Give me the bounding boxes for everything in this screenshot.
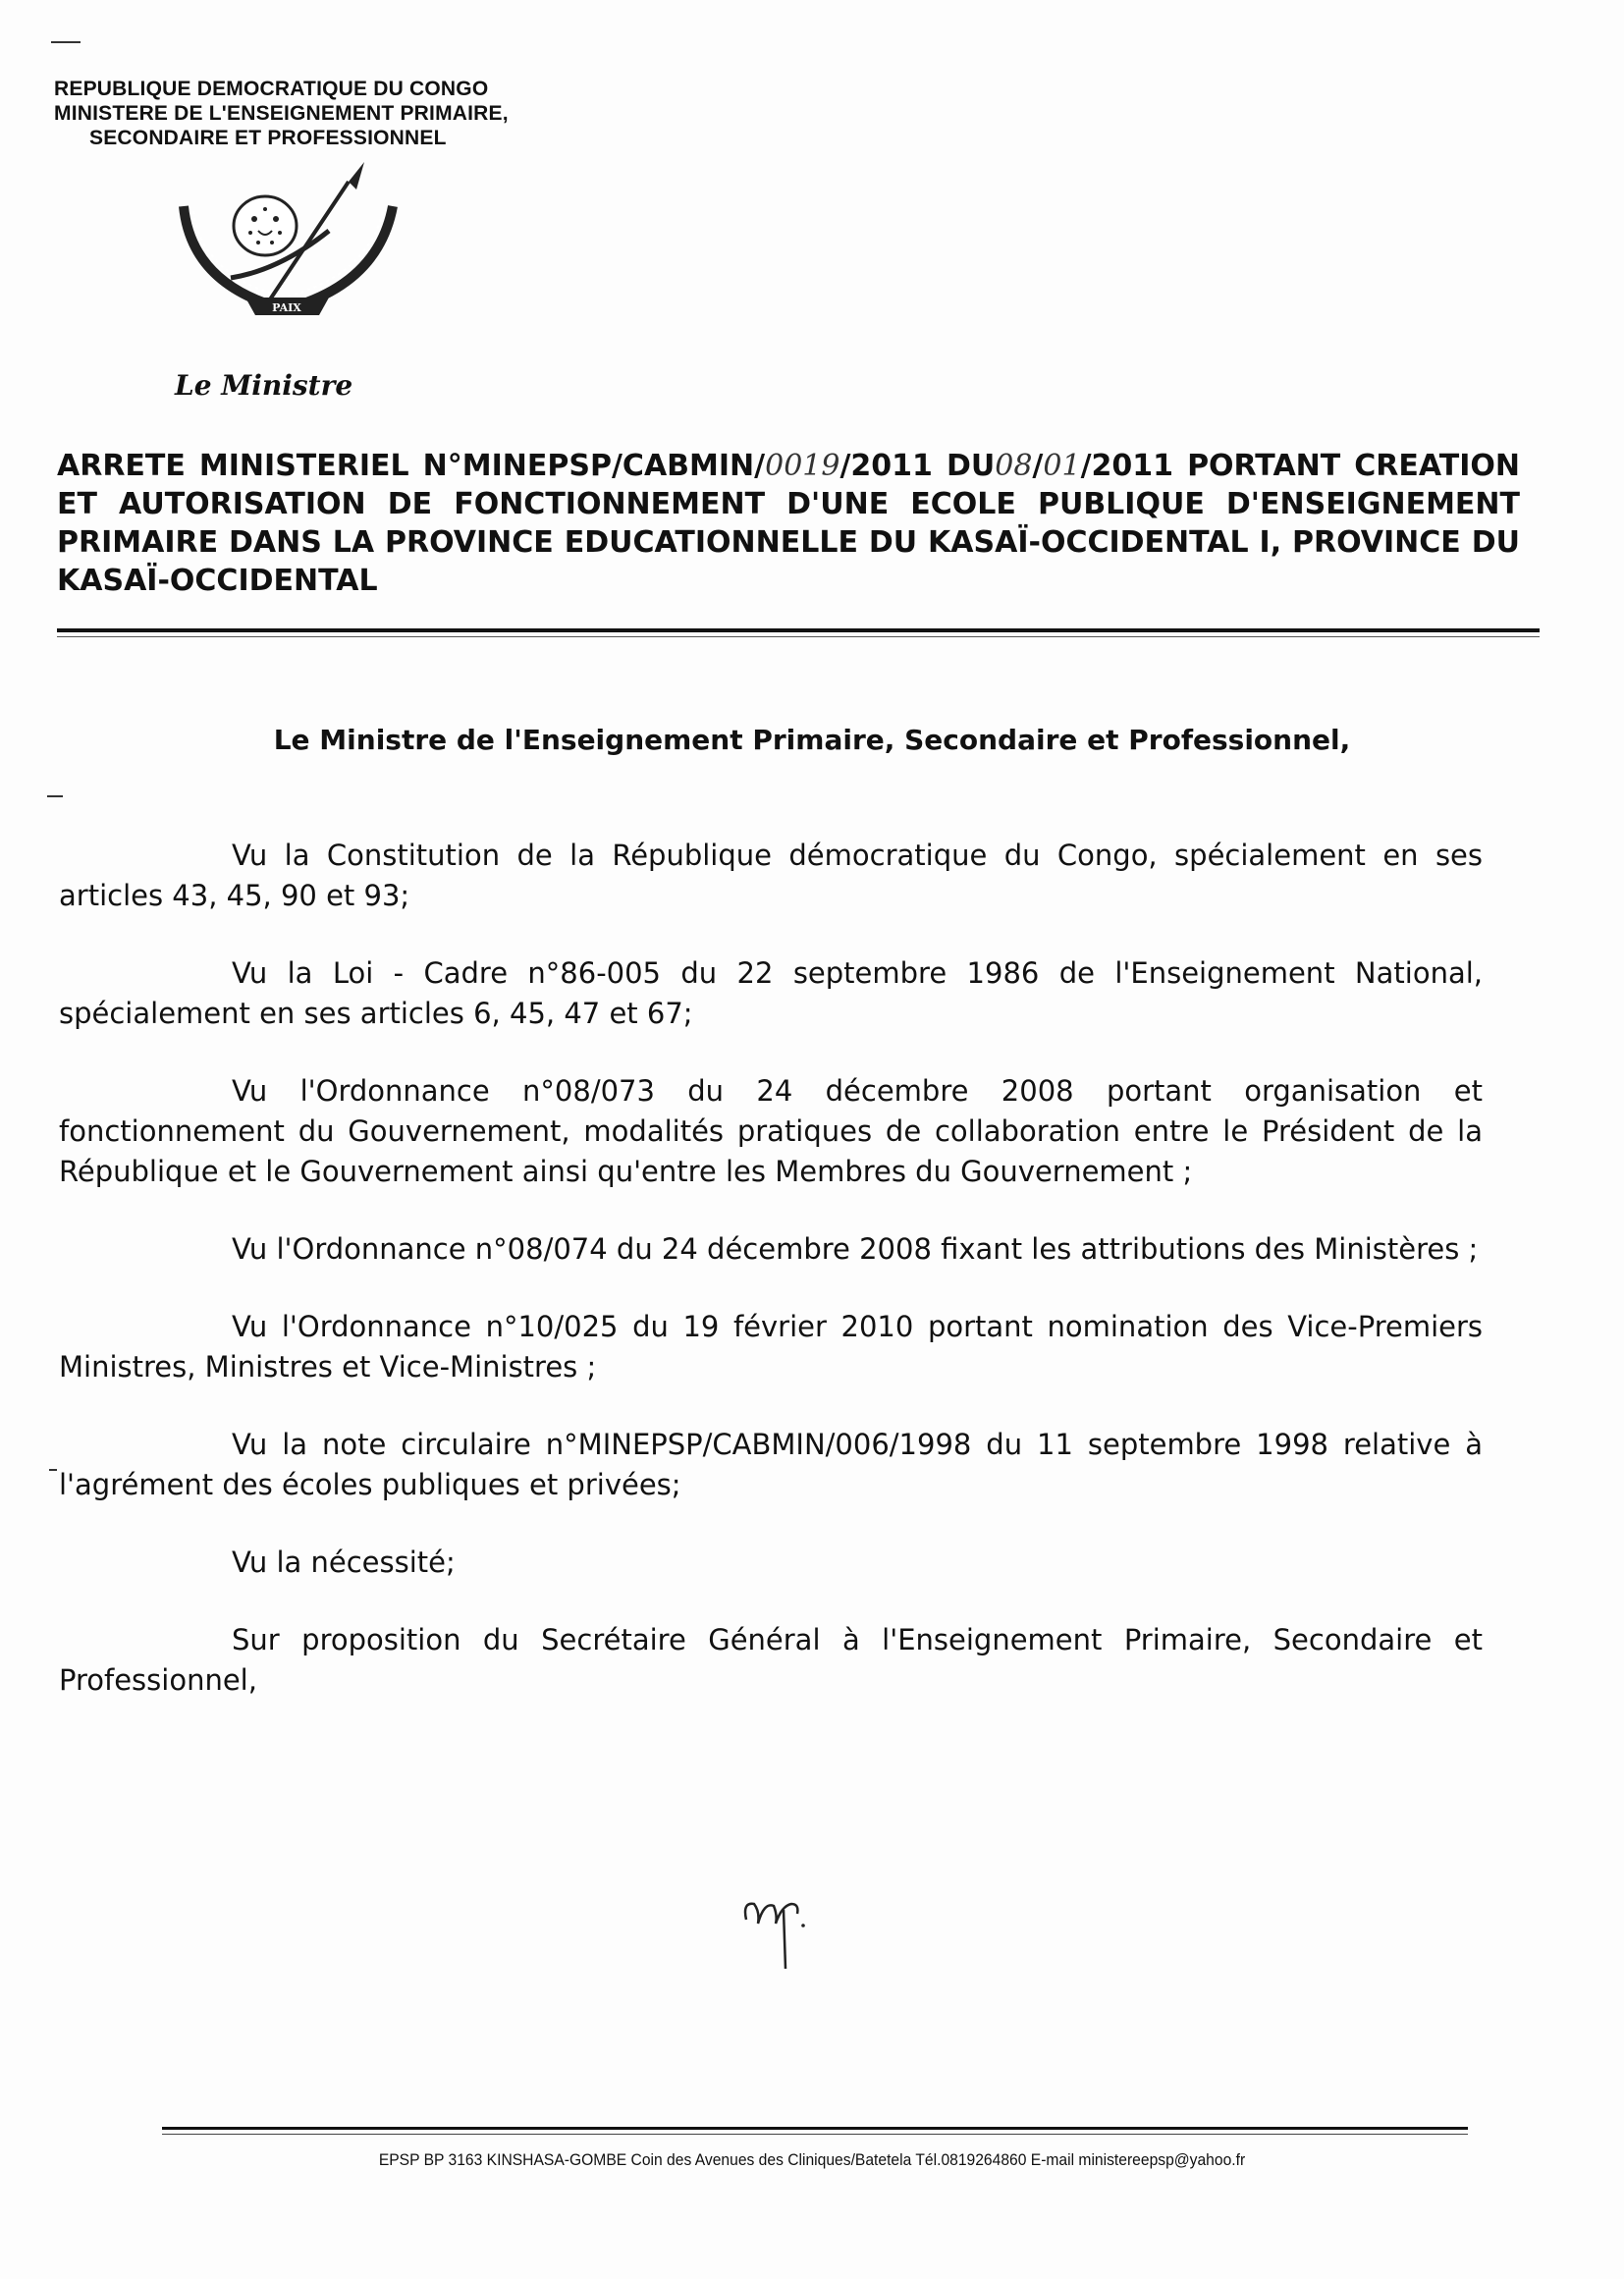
decree-date-month: 01 (1043, 449, 1081, 483)
paragraph: Vu l'Ordonnance n°08/073 du 24 décembre 2008 portant organisation et fonctionnement du Gouvernement, modalités pratiques de collaboration entre le Président de la République et le Gouvernement ainsi qu'entre les Membres du Gouvernement ; (59, 1074, 1483, 1188)
paragraph: Vu la nécessité; (232, 1546, 456, 1579)
paragraph: Vu l'Ordonnance n°08/074 du 24 décembre 2008 fixant les attributions des Ministères ; (232, 1232, 1479, 1266)
footer-address: EPSP BP 3163 KINSHASA-GOMBE Coin des Avenues des Cliniques/Batetela Tél.0819264860 E-mail ministereepsp@yahoo.fr (378, 2150, 1246, 2169)
paragraph: Vu la note circulaire n°MINEPSP/CABMIN/006/1998 du 11 septembre 1998 relative à l'agrément des écoles publiques et privées; (59, 1428, 1483, 1501)
scan-mark (51, 41, 81, 43)
emblem-motto: PAIX (272, 301, 301, 314)
decree-number-handwritten: 0019 (765, 449, 840, 483)
title-divider (57, 628, 1540, 632)
paragraph: Vu la Loi - Cadre n°86-005 du 22 septembre 1986 de l'Enseignement National, spécialement en ses articles 6, 45, 47 et 67; (59, 956, 1483, 1030)
minister-line: Le Ministre de l'Enseignement Primaire, Secondaire et Professionnel, (273, 724, 1351, 756)
paragraph: Vu l'Ordonnance n°10/025 du 19 février 2010 portant nomination des Vice-Premiers Ministres, Ministres et Vice-Ministres ; (59, 1310, 1483, 1384)
coat-of-arms-emblem (172, 162, 417, 334)
decree-date-sep: / (1032, 449, 1044, 483)
decree-date-day: 08 (995, 449, 1033, 483)
decree-body (59, 836, 1483, 1738)
decree-title-rest: /2011 PORTANT CREATION ET AUTORISATION DE FONCTIONNEMENT D'UNE ECOLE PUBLIQUE D'ENSEIGNEMENT PRIMAIRE DANS LA PROVINCE EDUCATIONNELLE DU KASAÏ-OCCIDENTAL I, PROVINCE DU KASAÏ-OCCIDENTAL (57, 449, 1521, 598)
letterhead-ministry-cont: SECONDAIRE ET PROFESSIONNEL (89, 127, 447, 149)
footer-divider (162, 2127, 1468, 2130)
paragraph: Vu la Constitution de la République démocratique du Congo, spécialement en ses articles 43, 45, 90 et 93; (59, 839, 1483, 912)
letterhead-ministry: MINISTERE DE L'ENSEIGNEMENT PRIMAIRE, (54, 102, 509, 125)
handwritten-initials (738, 1890, 827, 1974)
letterhead-country: REPUBLIQUE DEMOCRATIQUE DU CONGO (54, 78, 489, 100)
letterhead (54, 77, 509, 150)
minister-title: Le Ministre (175, 369, 353, 402)
decree-title-prefix: ARRETE MINISTERIEL N°MINEPSP/CABMIN/ (57, 449, 766, 483)
decree-title-year: /2011 DU (839, 449, 996, 483)
paragraph: Sur proposition du Secrétaire Général à l'Enseignement Primaire, Secondaire et Professionnel, (59, 1623, 1483, 1697)
scan-mark (49, 1469, 57, 1471)
decree-title (57, 447, 1520, 600)
scan-mark (47, 795, 63, 797)
title-divider-thin (57, 636, 1540, 637)
footer-divider-thin (162, 2134, 1468, 2135)
